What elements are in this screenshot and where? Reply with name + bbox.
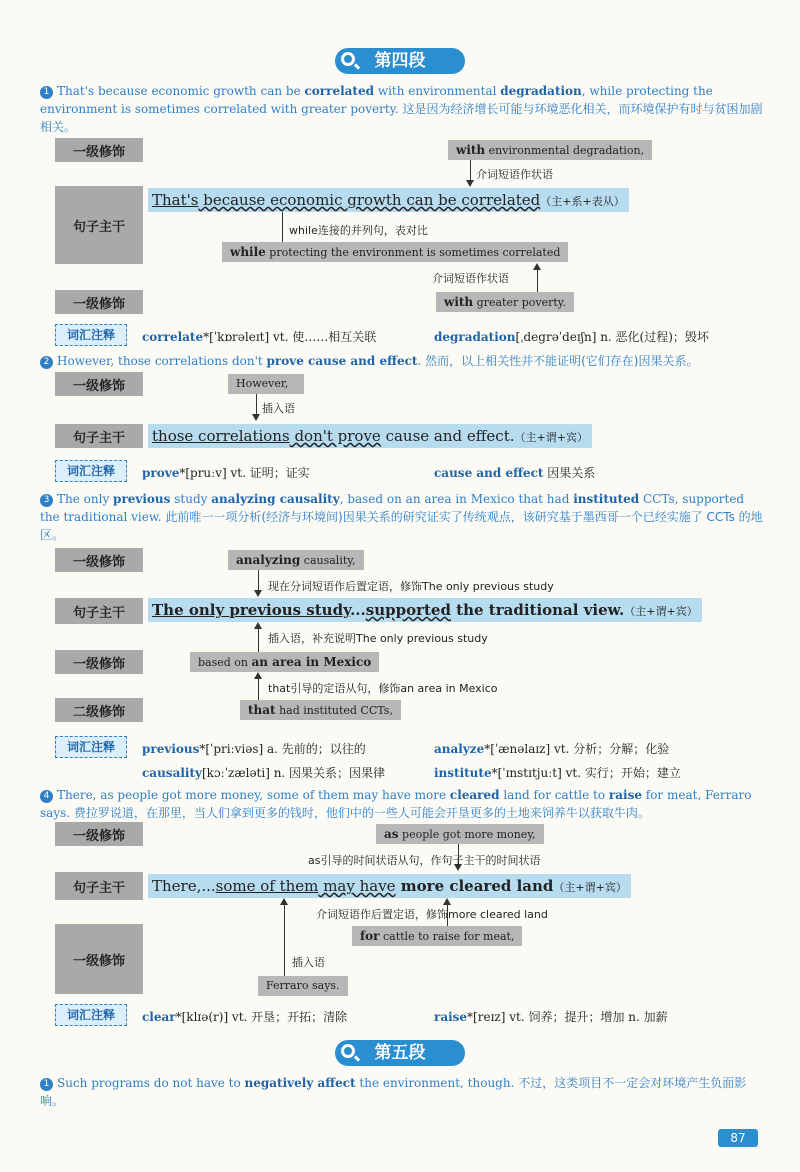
vocab-entry-analyze: analyze*[ˈænəlaɪz] vt. 分析；分解；化验 xyxy=(434,742,670,756)
vocab-entry-correlate: correlate*[ˈkɒrəleɪt] vt. 使……相互关联 xyxy=(142,330,377,344)
sentence-3: 3 The only previous study analyzing causality, based on an area in Mexico that had instituted CCTs, supported the traditional view. 此前唯一一项分析(经济与环境间)因果关系的研究证实了传统观点，该研究基于墨西哥一个已经实施了 CCTs 的地区。 xyxy=(40,492,763,542)
grammar-note: 介词短语作状语 xyxy=(476,168,553,181)
grammar-note: 插入语 xyxy=(262,402,295,415)
modifier-box-with-degradation: with environmental degradation, xyxy=(448,140,652,160)
modifier-box-while-clause: while protecting the environment is sometimes correlated xyxy=(222,242,568,262)
sentence-5: 1 Such programs do not have to negatively affect the environment, though. 不过，这类项目不一定会对环境产生负面影响。 xyxy=(40,1076,747,1108)
sentence-number: 1 xyxy=(40,1078,53,1091)
modifier-box-with-poverty: with greater poverty. xyxy=(436,292,574,312)
label-level2-modifier: 二级修饰 xyxy=(55,698,143,722)
label-level1-modifier: 一级修饰 xyxy=(55,290,143,314)
sentence-translation: 此前唯一一项分析(经济与环境间)因果关系的研究证实了传统观点，该研究基于墨西哥一个已经实施了 CCTs 的地区。 xyxy=(40,510,763,542)
modifier-box-based-on: based on an area in Mexico xyxy=(190,652,379,672)
label-level1-modifier: 一级修饰 xyxy=(55,822,143,846)
sentence-number: 2 xyxy=(40,356,53,369)
grammar-note: that引导的定语从句，修饰an area in Mexico xyxy=(268,682,498,695)
page-number: 87 xyxy=(718,1129,758,1147)
sentence-core-band: There,...some of them may have more cleared land（主+谓+宾） xyxy=(148,874,631,898)
label-level1-modifier: 一级修饰 xyxy=(55,548,143,572)
section-header-para4 xyxy=(335,48,465,74)
vocab-entry-degradation: degradation[ˌdegrəˈdeɪʃn] n. 恶化(过程)；毁坏 xyxy=(434,330,709,344)
sentence-number: 4 xyxy=(40,790,53,803)
vocab-label: 词汇注释 xyxy=(55,1004,127,1026)
vocab-entry-raise: raise*[reɪz] vt. 饲养；提升；增加 n. 加薪 xyxy=(434,1010,668,1024)
grammar-note: while连接的并列句，表对比 xyxy=(289,224,428,237)
sentence-core-band: The only previous study...supported the traditional view.（主+谓+宾） xyxy=(148,598,702,622)
sentence-core-band: those correlations don't prove cause and effect.（主+谓+宾） xyxy=(148,424,592,448)
sentence-core-band: That's because economic growth can be correlated（主+系+表从） xyxy=(148,188,629,212)
grammar-note: as引导的时间状语从句，作句子主干的时间状语 xyxy=(308,854,541,867)
arrow-down-icon xyxy=(466,180,474,187)
vocab-entry-cause-and-effect: cause and effect 因果关系 xyxy=(434,466,596,480)
label-level1-modifier: 一级修饰 xyxy=(55,138,143,162)
grammar-note: 介词短语作后置定语，修饰more cleared land xyxy=(316,908,548,921)
arrow-down-icon xyxy=(254,590,262,597)
sentence-translation: 不过，这类项目不一定会对环境产生负面影响。 xyxy=(40,1076,747,1108)
grammar-note: 现在分词短语作后置定语，修饰The only previous study xyxy=(268,580,554,593)
label-sentence-core: 句子主干 xyxy=(55,186,143,264)
connector-line xyxy=(282,212,283,242)
connector-line xyxy=(284,904,285,976)
vocab-label: 词汇注释 xyxy=(55,460,127,482)
connector-line xyxy=(258,628,259,652)
arrow-down-icon xyxy=(252,414,260,421)
label-level1-modifier: 一级修饰 xyxy=(55,924,143,994)
grammar-note: 插入语，补充说明The only previous study xyxy=(268,632,488,645)
label-sentence-core: 句子主干 xyxy=(55,872,143,900)
sentence-4: 4 There, as people got more money, some of them may have more cleared land for cattle to raise for meat, Ferraro says. 费拉罗说道，在那里，当人们拿到更多的钱时，他们中的一些人可能会开垦更多的土地来饲养牛以获取牛肉。 xyxy=(40,788,752,820)
sentence-1: 1 That's because economic growth can be correlated with environmental degradation, while protecting the environment is sometimes correlated with greater poverty. 这是因为经济增长可能与环境恶化相关，而环境保护有时与贫困加剧相关。 xyxy=(40,84,763,134)
connector-line xyxy=(470,160,471,182)
grammar-note: 插入语 xyxy=(292,956,325,969)
magnifier-icon xyxy=(341,52,355,66)
label-sentence-core: 句子主干 xyxy=(55,424,143,448)
grammar-note: 介词短语作状语 xyxy=(432,272,509,285)
modifier-box-for-cattle: for cattle to raise for meat, xyxy=(352,926,522,946)
sentence-2: 2 However, those correlations don't prove cause and effect. 然而，以上相关性并不能证明(它们存在)因果关系。 xyxy=(40,352,765,370)
label-sentence-core: 句子主干 xyxy=(55,598,143,624)
vocab-entry-clear: clear*[klɪə(r)] vt. 开垦；开拓；清除 xyxy=(142,1010,348,1024)
vocab-entry-causality: causality[kɔːˈzæləti] n. 因果关系；因果律 xyxy=(142,766,386,780)
label-level1-modifier: 一级修饰 xyxy=(55,372,143,396)
section-title: 第四段 xyxy=(374,51,426,71)
section-title: 第五段 xyxy=(374,1043,426,1063)
connector-line xyxy=(537,268,538,292)
sentence-translation: 这是因为经济增长可能与环境恶化相关，而环境保护有时与贫困加剧相关。 xyxy=(40,102,763,134)
vocab-entry-previous: previous*[ˈpriːviəs] a. 先前的；以往的 xyxy=(142,742,366,756)
modifier-box-analyzing: analyzing causality, xyxy=(228,550,364,570)
modifier-box-however: However, xyxy=(228,374,304,394)
modifier-box-that-clause: that had instituted CCTs, xyxy=(240,700,401,720)
label-level1-modifier: 一级修饰 xyxy=(55,650,143,674)
modifier-box-as-clause: as people got more money, xyxy=(376,824,544,844)
connector-line xyxy=(258,570,259,592)
vocab-entry-prove: prove*[pruːv] vt. 证明；证实 xyxy=(142,466,310,480)
magnifier-icon xyxy=(341,1044,355,1058)
connector-line xyxy=(258,678,259,700)
sentence-translation: 然而，以上相关性并不能证明(它们存在)因果关系。 xyxy=(425,354,699,368)
sentence-number: 3 xyxy=(40,494,53,507)
modifier-box-ferraro: Ferraro says. xyxy=(258,976,348,996)
connector-line xyxy=(256,394,257,416)
vocab-entry-institute: institute*[ˈɪnstɪtjuːt] vt. 实行；开始；建立 xyxy=(434,766,681,780)
sentence-translation: 费拉罗说道，在那里，当人们拿到更多的钱时，他们中的一些人可能会开垦更多的土地来饲养牛以获取牛肉。 xyxy=(73,806,650,820)
vocab-label: 词汇注释 xyxy=(55,736,127,758)
section-header-para5 xyxy=(335,1040,465,1066)
vocab-label: 词汇注释 xyxy=(55,324,127,346)
sentence-number: 1 xyxy=(40,86,53,99)
